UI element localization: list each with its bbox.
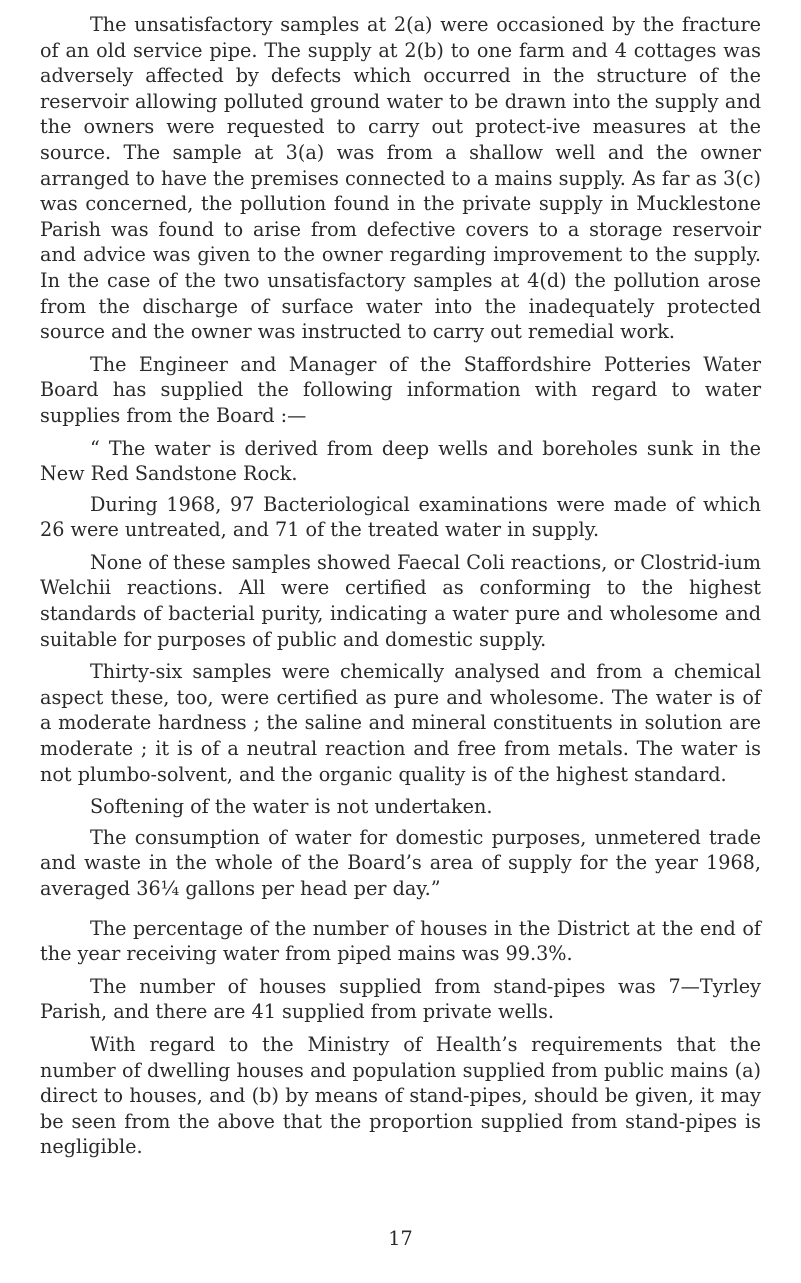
page-number: 17 [388,1227,413,1250]
paragraph-piped-mains-percentage: The percentage of the number of houses in the District at the end of the year receiving water from piped mains was 99.3%. [40,916,761,966]
paragraph-stand-pipes: The number of houses supplied from stand-pipes was 7—Tyrley Parish, and there are 41 supplied from private wells. [40,974,761,1024]
paragraph-water-source: “ The water is derived from deep wells and boreholes sunk in the New Red Sandstone Rock. [40,436,761,486]
paragraph-softening: Softening of the water is not undertaken. [90,795,493,819]
paragraph-faecal-coli: None of these samples showed Faecal Coli reactions, or Clostrid-ium Welchii reactions. All were certified as conforming to the highest standards of bacterial purity, indicating a water pure and wholesome and suitable for purposes of public and domestic supply. [40,550,761,651]
paragraph-unsatisfactory-samples: The unsatisfactory samples at 2(a) were occasioned by the fracture of an old service pipe. The supply at 2(b) to one farm and 4 cottages was adversely affected by defects which occurred in the structure of the reservoir allowing polluted ground water to be drawn into the supply and the owners were requested to carry out protect-ive measures at the source. The sample at 3(a) was from a shallow well and the owner arranged to have the premises connected to a mains supply. As far as 3(c) was concerned, the pollution found in the private supply in Mucklestone Parish was found to arise from defective covers to a storage reservoir and advice was given to the owner regarding improvement to the supply. In the case of the two unsatisfactory samples at 4(d) the pollution arose from the discharge of surface water into the inadequately protected source and the owner was instructed to carry out remedial work. [40,13,761,344]
paragraph-ministry-requirements: With regard to the Ministry of Health’s requirements that the number of dwelling houses and population supplied from public mains (a) direct to houses, and (b) by means of stand-pipes, should be given, it may be seen from the above that the proportion supplied from stand-pipes is negligible. [40,1032,761,1159]
paragraph-consumption: The consumption of water for domestic purposes, unmetered trade and waste in the whole of the Board’s area of supply for the year 1968, averaged 36¼ gallons per head per day.” [40,825,761,900]
paragraph-chemical-analysis: Thirty-six samples were chemically analysed and from a chemical aspect these, too, were certified as pure and wholesome. The water is of a moderate hardness ; the saline and mineral constituents in solution are moderate ; it is of a neutral reaction and free from metals. The water is not plumbo-solvent, and the organic quality is of the highest standard. [40,660,761,786]
paragraph-water-board-info: The Engineer and Manager of the Staffordshire Potteries Water Board has supplied the following information with regard to water supplies from the Board :— [40,352,761,427]
paragraph-bacteriological-exams: During 1968, 97 Bacteriological examinations were made of which 26 were untreated, and 71 of the treated water in supply. [40,492,761,542]
